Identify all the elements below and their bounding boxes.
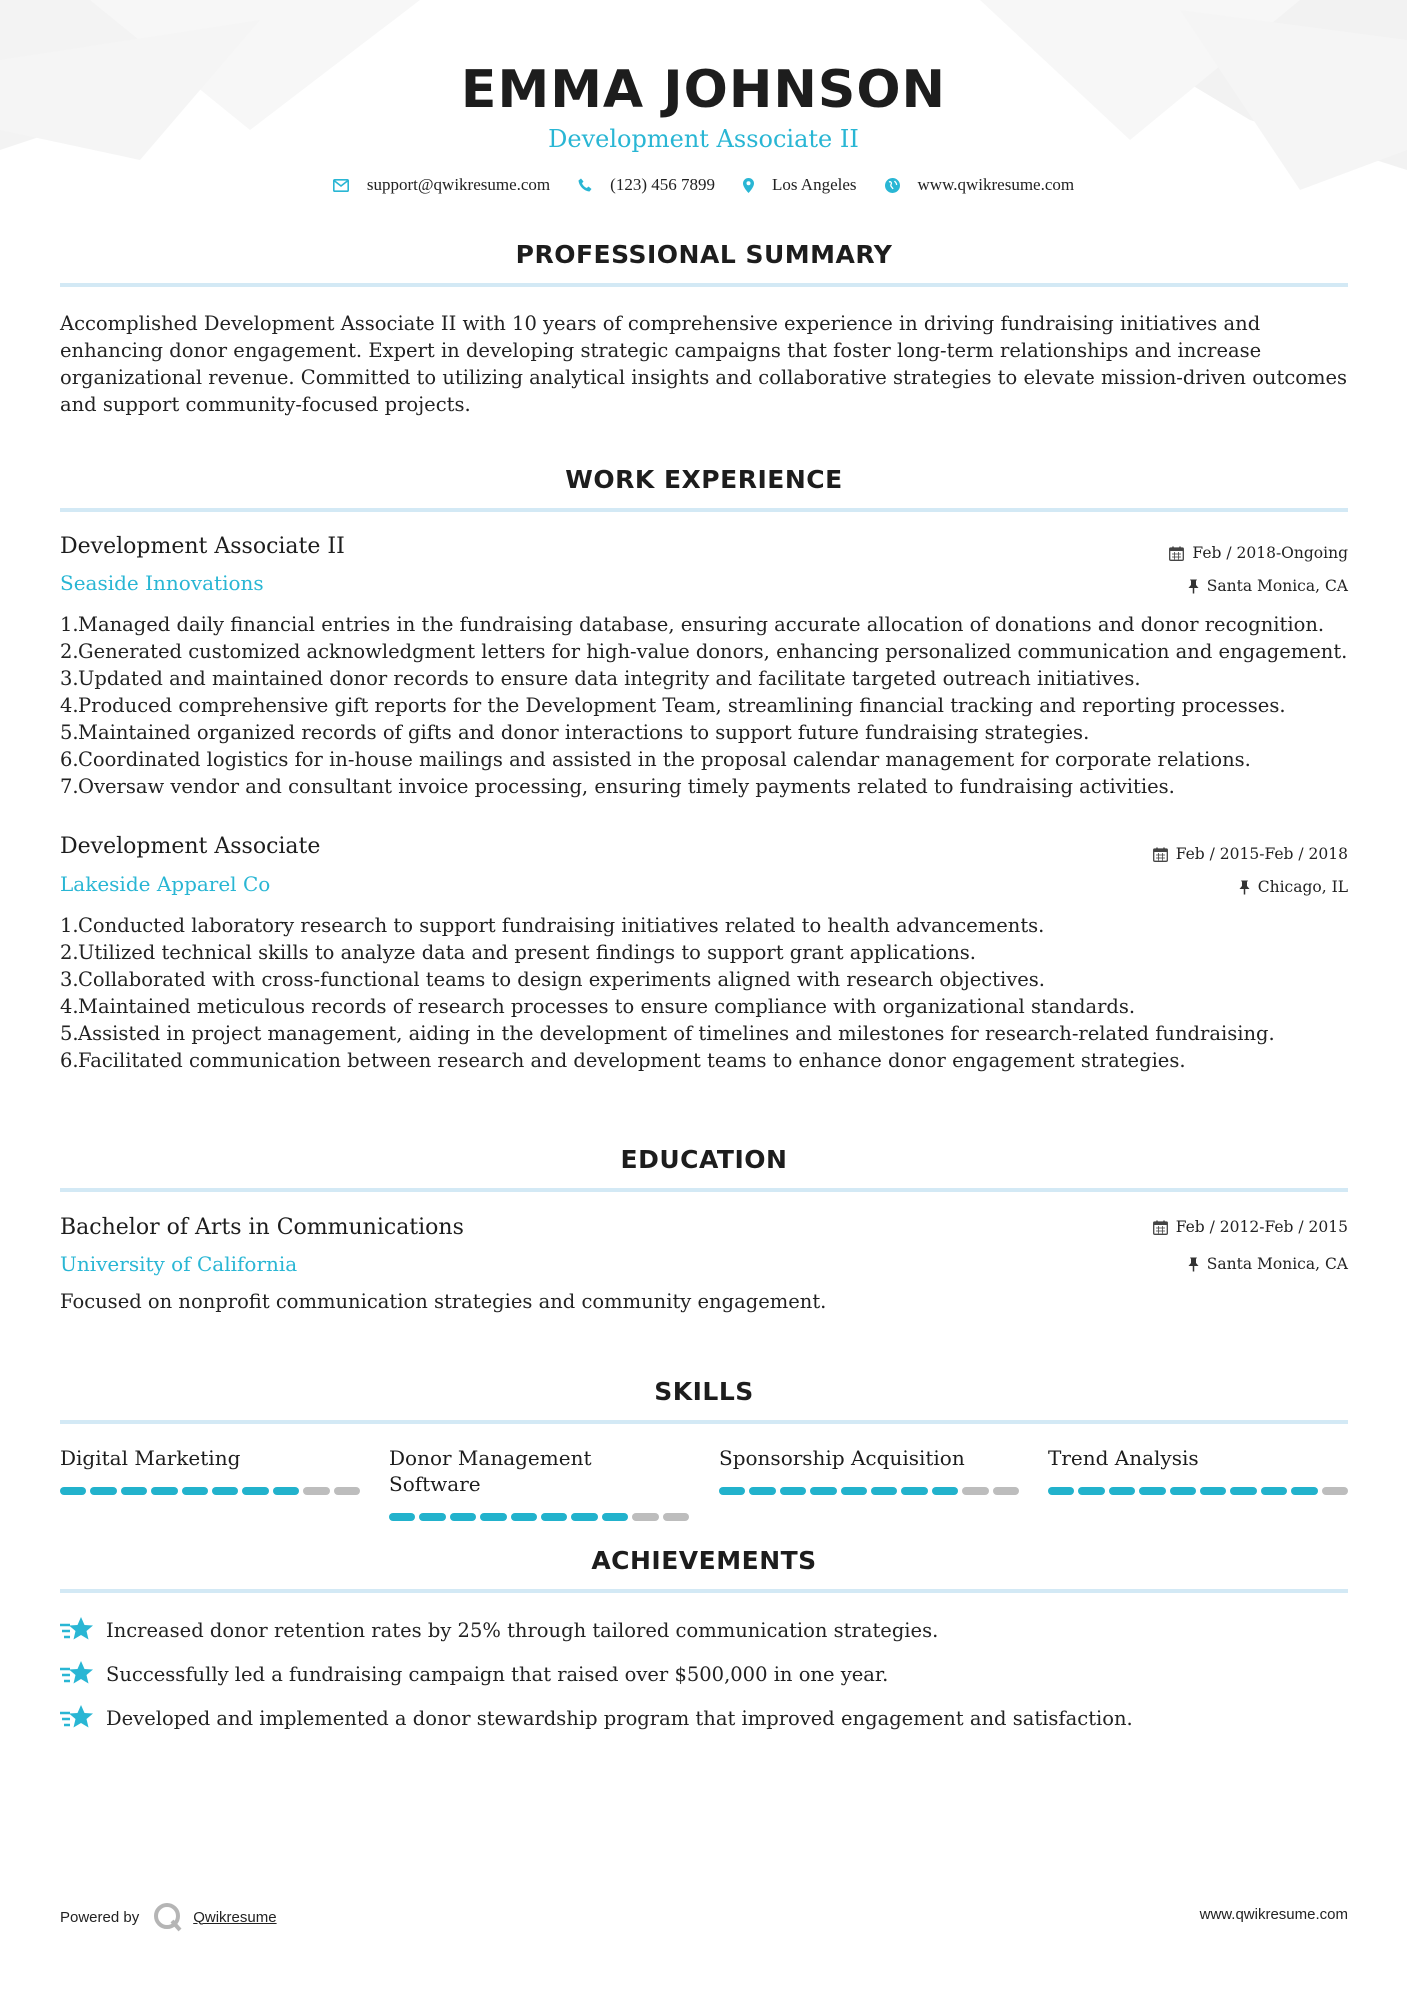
education-description: Focused on nonprofit communication strategies and community engagement.	[60, 1290, 827, 1313]
skill-level-bar	[389, 1513, 689, 1521]
skill-name: Digital Marketing	[60, 1446, 241, 1470]
list-item-text: Conducted laboratory research to support fundraising initiatives related to health advancements.	[78, 914, 1045, 937]
list-item-text: Produced comprehensive gift reports for the Development Team, streamlining financial tracking and reporting processes.	[78, 694, 1286, 717]
list-item	[60, 665, 1360, 692]
skill-segment-filled	[871, 1487, 897, 1495]
skill-item	[1048, 1445, 1348, 1495]
website-text: www.qwikresume.com	[917, 175, 1075, 194]
list-item-number: 4.	[60, 995, 79, 1018]
job-location	[1188, 577, 1348, 595]
list-item-text: Coordinated logistics for in-house mailings and assisted in the proposal calendar management for corporate relations.	[78, 748, 1251, 771]
skill-segment-filled	[1261, 1487, 1287, 1495]
achievement-text: Successfully led a fundraising campaign that raised over $500,000 in one year.	[106, 1662, 889, 1686]
skill-level-bar	[719, 1487, 1019, 1495]
skill-segment-filled	[901, 1487, 927, 1495]
skill-segment-empty	[993, 1487, 1019, 1495]
list-item-text: Collaborated with cross-functional teams to design experiments aligned with research objectives.	[78, 968, 1045, 991]
school-name: University of California	[60, 1252, 298, 1276]
skill-segment-filled	[121, 1487, 147, 1495]
list-item-text: Updated and maintained donor records to ensure data integrity and facilitate targeted outreach initiatives.	[78, 667, 1141, 690]
pushpin-icon	[1188, 579, 1199, 594]
skill-item	[389, 1445, 689, 1521]
list-item-number: 1.	[60, 914, 79, 937]
email-text: support@qwikresume.com	[366, 175, 551, 194]
skill-segment-filled	[841, 1487, 867, 1495]
skill-level-bar	[60, 1487, 360, 1495]
company-name: Lakeside Apparel Co	[60, 872, 271, 896]
list-item-number: 3.	[60, 968, 79, 991]
skill-name: Donor Management Software	[389, 1446, 592, 1496]
skill-segment-empty	[663, 1513, 689, 1521]
skill-segment-filled	[1048, 1487, 1074, 1495]
achievement-text: Developed and implemented a donor stewardship program that improved engagement and satisfaction.	[106, 1706, 1133, 1730]
achievements-section-title: ACHIEVEMENTS	[591, 1546, 817, 1575]
skill-level-bar	[1048, 1487, 1348, 1495]
education-dates	[1153, 1218, 1348, 1236]
skill-segment-empty	[962, 1487, 988, 1495]
list-item-number: 2.	[60, 941, 79, 964]
star-icon	[60, 1704, 94, 1732]
powered-by-label: Powered by	[60, 1908, 140, 1926]
resume-header	[0, 55, 1407, 195]
achievement-text: Increased donor retention rates by 25% through tailored communication strategies.	[106, 1618, 939, 1642]
skills-section-title: SKILLS	[654, 1377, 754, 1406]
skill-segment-filled	[1291, 1487, 1317, 1495]
list-item	[60, 1020, 1360, 1047]
skill-segment-empty	[303, 1487, 329, 1495]
skill-segment-filled	[419, 1513, 445, 1521]
list-item-number: 5.	[60, 1022, 79, 1045]
skill-segment-filled	[932, 1487, 958, 1495]
pushpin-icon	[1188, 1257, 1199, 1272]
skill-segment-filled	[182, 1487, 208, 1495]
list-item	[60, 719, 1360, 746]
skill-segment-filled	[389, 1513, 415, 1521]
star-icon	[60, 1660, 94, 1688]
skill-segment-filled	[1078, 1487, 1104, 1495]
list-item-number: 2.	[60, 640, 79, 663]
summary-text: Accomplished Development Associate II with 10 years of comprehensive experience in driving fundraising initiatives and enhancing donor engagement. Expert in developing strategic campaigns that foster long-term relationships and increase organizational revenue. Committed to utilizing analytical insights and collaborative strategies to elevate mission-driven outcomes and support community-focused projects.	[60, 312, 1348, 416]
qwikresume-logo-icon	[153, 1902, 185, 1932]
skill-segment-filled	[749, 1487, 775, 1495]
list-item-text: Assisted in project management, aiding in the development of timelines and milestones for research-related fundraising.	[78, 1022, 1275, 1045]
skill-segment-filled	[602, 1513, 628, 1521]
skill-name: Sponsorship Acquisition	[719, 1446, 965, 1470]
job-location-text: Santa Monica, CA	[1206, 577, 1348, 595]
company-name: Seaside Innovations	[60, 571, 264, 595]
list-item	[60, 692, 1360, 719]
job-location	[1239, 878, 1348, 896]
phone-text: (123) 456 7899	[610, 175, 715, 194]
skill-segment-filled	[780, 1487, 806, 1495]
list-item-number: 3.	[60, 667, 79, 690]
achievement-item	[60, 1616, 938, 1644]
list-item	[60, 611, 1360, 638]
contact-phone[interactable]	[578, 175, 715, 195]
job-dates-text: Feb / 2018-Ongoing	[1192, 544, 1348, 562]
skill-segment-filled	[511, 1513, 537, 1521]
list-item-text: Utilized technical skills to analyze data and present findings to support grant applications.	[78, 941, 976, 964]
achievement-item	[60, 1660, 888, 1688]
job-dates-text: Feb / 2015-Feb / 2018	[1175, 845, 1348, 863]
experience-section-title: WORK EXPERIENCE	[565, 465, 843, 494]
list-item-number: 7.	[60, 775, 79, 798]
education-divider	[60, 1188, 1348, 1192]
list-item	[60, 939, 1360, 966]
list-item-text: Managed daily financial entries in the fundraising database, ensuring accurate allocation of donations and donor recognition.	[78, 613, 1325, 636]
star-icon	[60, 1616, 94, 1644]
list-item-number: 6.	[60, 748, 79, 771]
skill-segment-filled	[273, 1487, 299, 1495]
skill-segment-filled	[541, 1513, 567, 1521]
map-pin-icon	[743, 178, 754, 193]
summary-divider	[60, 283, 1348, 287]
skill-segment-filled	[719, 1487, 745, 1495]
skill-segment-filled	[1170, 1487, 1196, 1495]
skill-segment-filled	[810, 1487, 836, 1495]
job-dates	[1169, 544, 1348, 562]
calendar-icon	[1153, 1220, 1168, 1235]
phone-icon	[578, 178, 592, 192]
education-section-title: EDUCATION	[620, 1145, 788, 1174]
contact-bar	[0, 175, 1407, 195]
achievement-item	[60, 1704, 1133, 1732]
skill-segment-filled	[212, 1487, 238, 1495]
list-item	[60, 966, 1360, 993]
skill-name: Trend Analysis	[1048, 1446, 1199, 1470]
skill-segment-filled	[151, 1487, 177, 1495]
list-item	[60, 912, 1360, 939]
pushpin-icon	[1239, 880, 1250, 895]
list-item-text: Generated customized acknowledgment letters for high-value donors, enhancing personalized communication and engagement.	[78, 640, 1348, 663]
list-item-number: 6.	[60, 1049, 79, 1072]
footer-powered-by	[60, 1902, 277, 1932]
contact-website[interactable]	[885, 175, 1075, 195]
footer-website[interactable]: www.qwikresume.com	[1199, 1906, 1348, 1923]
achievements-divider	[60, 1589, 1348, 1593]
qwikresume-link[interactable]: Qwikresume	[193, 1908, 277, 1926]
location-text: Los Angeles	[771, 175, 857, 194]
job-title: Development Associate	[60, 834, 321, 859]
list-item-text: Oversaw vendor and consultant invoice processing, ensuring timely payments related to fundraising activities.	[78, 775, 1175, 798]
summary-section-title: PROFESSIONAL SUMMARY	[515, 240, 893, 269]
list-item	[60, 1047, 1360, 1074]
list-item	[60, 993, 1360, 1020]
skill-segment-filled	[1230, 1487, 1256, 1495]
job-dates	[1153, 845, 1348, 863]
list-item	[60, 746, 1360, 773]
skill-segment-filled	[1139, 1487, 1165, 1495]
contact-location	[743, 175, 857, 195]
skill-segment-filled	[60, 1487, 86, 1495]
skill-item	[60, 1445, 360, 1495]
list-item-text: Maintained organized records of gifts and donor interactions to support future fundraising strategies.	[78, 721, 1090, 744]
skills-divider	[60, 1420, 1348, 1424]
envelope-icon	[333, 179, 349, 192]
skill-segment-filled	[480, 1513, 506, 1521]
skill-item	[719, 1445, 1019, 1495]
skill-segment-filled	[450, 1513, 476, 1521]
globe-icon	[885, 178, 900, 193]
degree-title: Bachelor of Arts in Communications	[60, 1215, 464, 1240]
education-location-text: Santa Monica, CA	[1206, 1255, 1348, 1273]
skill-segment-filled	[1109, 1487, 1135, 1495]
skill-segment-empty	[1322, 1487, 1348, 1495]
skill-segment-filled	[1200, 1487, 1226, 1495]
job-title: Development Associate II	[60, 534, 345, 559]
job-responsibilities	[60, 611, 1360, 800]
list-item-number: 1.	[60, 613, 79, 636]
list-item-number: 4.	[60, 694, 79, 717]
skill-segment-filled	[242, 1487, 268, 1495]
list-item-number: 5.	[60, 721, 79, 744]
candidate-role: Development Associate II	[548, 125, 859, 153]
calendar-icon	[1153, 847, 1168, 862]
candidate-name: EMMA JOHNSON	[460, 60, 947, 120]
calendar-icon	[1169, 546, 1184, 561]
job-responsibilities	[60, 912, 1360, 1074]
list-item-text: Facilitated communication between research and development teams to enhance donor engagement strategies.	[78, 1049, 1186, 1072]
education-dates-text: Feb / 2012-Feb / 2015	[1175, 1218, 1348, 1236]
experience-divider	[60, 508, 1348, 512]
skill-segment-empty	[334, 1487, 360, 1495]
skill-segment-empty	[632, 1513, 658, 1521]
skill-segment-filled	[90, 1487, 116, 1495]
list-item-text: Maintained meticulous records of research processes to ensure compliance with organizational standards.	[78, 995, 1136, 1018]
list-item	[60, 773, 1360, 800]
job-location-text: Chicago, IL	[1257, 878, 1348, 896]
skill-segment-filled	[571, 1513, 597, 1521]
list-item	[60, 638, 1360, 665]
education-location	[1188, 1255, 1348, 1273]
contact-email[interactable]	[333, 175, 550, 195]
